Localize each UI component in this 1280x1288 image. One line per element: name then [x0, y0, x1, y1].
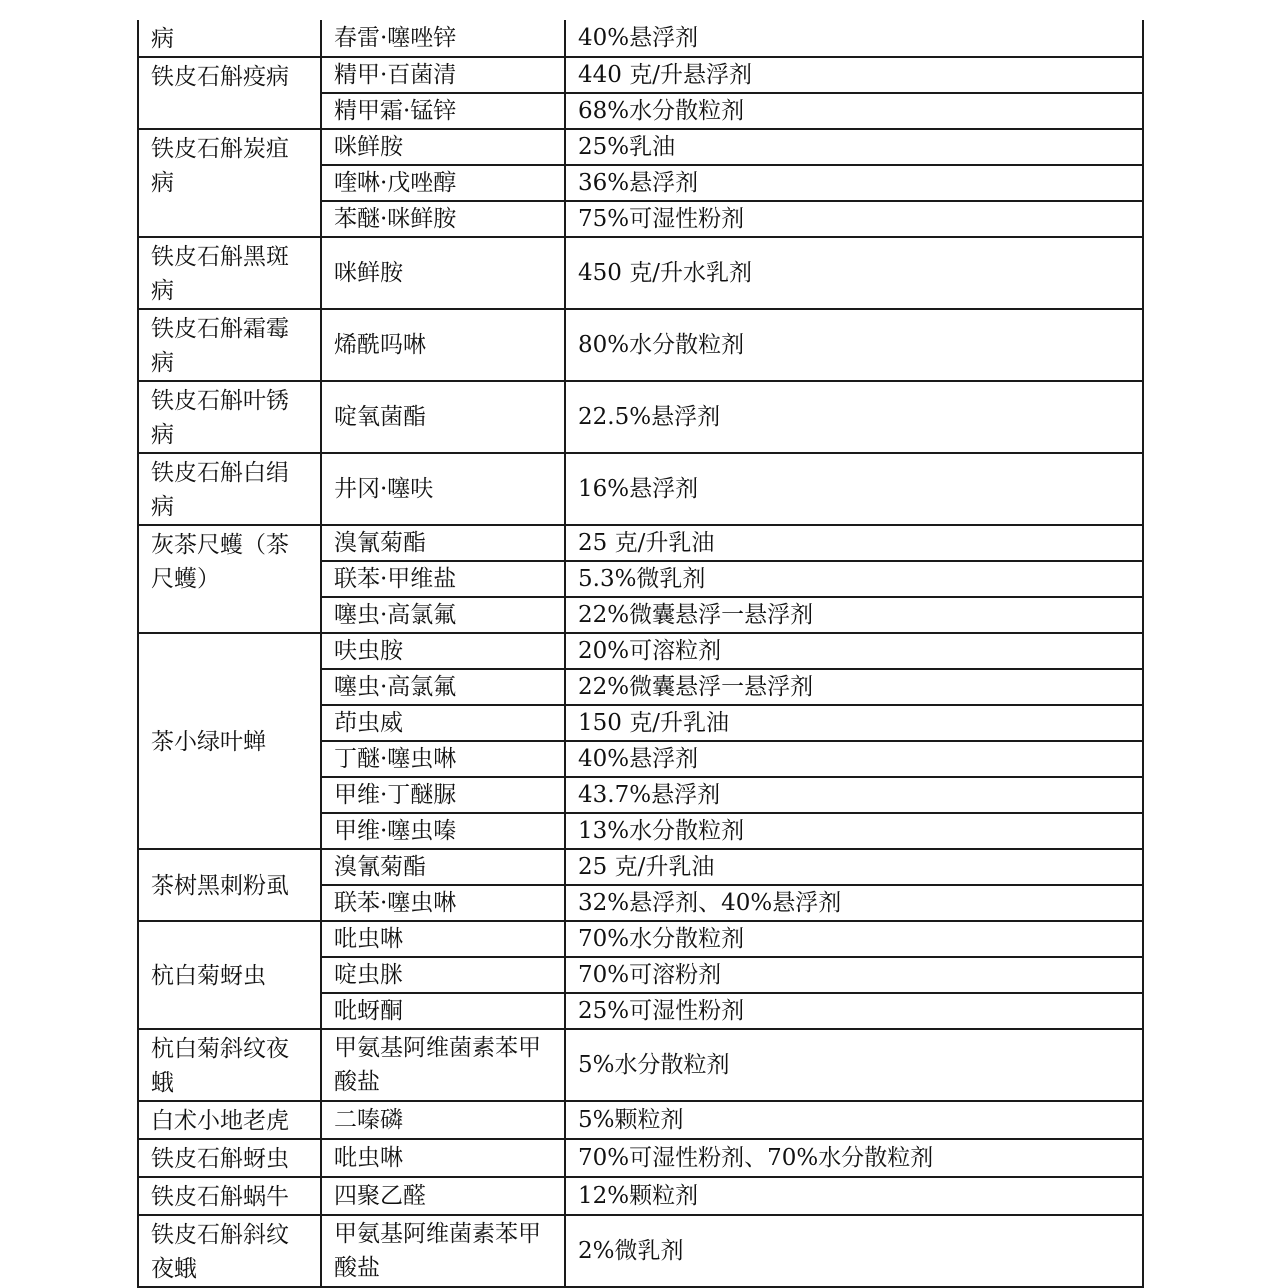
- pesticide-cell: 联苯·甲维盐: [321, 561, 565, 597]
- target-cell: 病: [138, 20, 321, 57]
- formulation-cell: 22%微囊悬浮一悬浮剂: [565, 597, 1143, 633]
- formulation-cell: 5.3%微乳剂: [565, 561, 1143, 597]
- target-cell: 铁皮石斛叶锈病: [138, 381, 321, 453]
- pesticide-cell: 吡蚜酮: [321, 993, 565, 1029]
- pesticide-table: [137, 20, 1144, 1288]
- pesticide-cell: 二嗪磷: [321, 1101, 565, 1139]
- target-cell: 白术小地老虎: [138, 1101, 321, 1139]
- table-row: [138, 453, 1143, 525]
- table-row: [138, 921, 1143, 957]
- pesticide-cell: 甲维·丁醚脲: [321, 777, 565, 813]
- table-row: [138, 1177, 1143, 1215]
- pesticide-cell: 春雷·噻唑锌: [321, 20, 565, 57]
- formulation-cell: 450 克/升水乳剂: [565, 237, 1143, 309]
- formulation-cell: 5%水分散粒剂: [565, 1029, 1143, 1101]
- formulation-cell: 2%微乳剂: [565, 1215, 1143, 1287]
- pesticide-cell: 喹啉·戊唑醇: [321, 165, 565, 201]
- pesticide-cell: 井冈·噻呋: [321, 453, 565, 525]
- formulation-cell: 440 克/升悬浮剂: [565, 57, 1143, 93]
- target-cell: 铁皮石斛疫病: [138, 57, 321, 129]
- formulation-cell: 68%水分散粒剂: [565, 93, 1143, 129]
- pesticide-cell: 吡虫啉: [321, 921, 565, 957]
- target-cell: 铁皮石斛斜纹夜蛾: [138, 1215, 321, 1287]
- formulation-cell: 22.5%悬浮剂: [565, 381, 1143, 453]
- pesticide-cell: 四聚乙醛: [321, 1177, 565, 1215]
- table-row: [138, 309, 1143, 381]
- pesticide-cell: 啶氧菌酯: [321, 381, 565, 453]
- table-row: [138, 381, 1143, 453]
- table-row: [138, 20, 1143, 57]
- pesticide-cell: 联苯·噻虫啉: [321, 885, 565, 921]
- pesticide-cell: 丁醚·噻虫啉: [321, 741, 565, 777]
- pesticide-cell: 精甲·百菌清: [321, 57, 565, 93]
- pesticide-cell: 苯醚·咪鲜胺: [321, 201, 565, 237]
- target-cell: 茶小绿叶蝉: [138, 633, 321, 849]
- pesticide-cell: 茚虫威: [321, 705, 565, 741]
- table-row: [138, 1029, 1143, 1101]
- formulation-cell: 80%水分散粒剂: [565, 309, 1143, 381]
- target-cell: 铁皮石斛霜霉病: [138, 309, 321, 381]
- formulation-cell: 70%水分散粒剂: [565, 921, 1143, 957]
- target-cell: 铁皮石斛白绢病: [138, 453, 321, 525]
- pesticide-cell: 咪鲜胺: [321, 237, 565, 309]
- formulation-cell: 75%可湿性粉剂: [565, 201, 1143, 237]
- table-row: [138, 849, 1143, 885]
- table-row: [138, 525, 1143, 561]
- formulation-cell: 150 克/升乳油: [565, 705, 1143, 741]
- pesticide-cell: 溴氰菊酯: [321, 849, 565, 885]
- pesticide-cell: 吡虫啉: [321, 1139, 565, 1177]
- target-cell: 铁皮石斛黑斑病: [138, 237, 321, 309]
- target-cell: 铁皮石斛蜗牛: [138, 1177, 321, 1215]
- target-cell: 铁皮石斛炭疽病: [138, 129, 321, 237]
- pesticide-cell: 溴氰菊酯: [321, 525, 565, 561]
- formulation-cell: 40%悬浮剂: [565, 20, 1143, 57]
- pesticide-cell: 烯酰吗啉: [321, 309, 565, 381]
- formulation-cell: 25%乳油: [565, 129, 1143, 165]
- formulation-cell: 25%可湿性粉剂: [565, 993, 1143, 1029]
- formulation-cell: 5%颗粒剂: [565, 1101, 1143, 1139]
- formulation-cell: 20%可溶粒剂: [565, 633, 1143, 669]
- table-row: [138, 633, 1143, 669]
- table-row: [138, 237, 1143, 309]
- formulation-cell: 36%悬浮剂: [565, 165, 1143, 201]
- formulation-cell: 70%可湿性粉剂、70%水分散粒剂: [565, 1139, 1143, 1177]
- formulation-cell: 12%颗粒剂: [565, 1177, 1143, 1215]
- formulation-cell: 16%悬浮剂: [565, 453, 1143, 525]
- pesticide-cell: 噻虫·高氯氟: [321, 597, 565, 633]
- pesticide-cell: 咪鲜胺: [321, 129, 565, 165]
- formulation-cell: 40%悬浮剂: [565, 741, 1143, 777]
- target-cell: 铁皮石斛蚜虫: [138, 1139, 321, 1177]
- pesticide-cell: 甲氨基阿维菌素苯甲酸盐: [321, 1029, 565, 1101]
- target-cell: 杭白菊蚜虫: [138, 921, 321, 1029]
- pesticide-cell: 甲维·噻虫嗪: [321, 813, 565, 849]
- formulation-cell: 32%悬浮剂、40%悬浮剂: [565, 885, 1143, 921]
- table-row: [138, 1139, 1143, 1177]
- formulation-cell: 25 克/升乳油: [565, 849, 1143, 885]
- target-cell: 茶树黑刺粉虱: [138, 849, 321, 921]
- pesticide-cell: 噻虫·高氯氟: [321, 669, 565, 705]
- formulation-cell: 25 克/升乳油: [565, 525, 1143, 561]
- table-row: [138, 129, 1143, 165]
- formulation-cell: 22%微囊悬浮一悬浮剂: [565, 669, 1143, 705]
- formulation-cell: 43.7%悬浮剂: [565, 777, 1143, 813]
- table-row: [138, 1101, 1143, 1139]
- table-row: [138, 57, 1143, 93]
- target-cell: 灰茶尺蠖（茶尺蠖）: [138, 525, 321, 633]
- table-row: [138, 1215, 1143, 1287]
- formulation-cell: 70%可溶粉剂: [565, 957, 1143, 993]
- formulation-cell: 13%水分散粒剂: [565, 813, 1143, 849]
- pesticide-cell: 甲氨基阿维菌素苯甲酸盐: [321, 1215, 565, 1287]
- pesticide-cell: 呋虫胺: [321, 633, 565, 669]
- target-cell: 杭白菊斜纹夜蛾: [138, 1029, 321, 1101]
- pesticide-cell: 精甲霜·锰锌: [321, 93, 565, 129]
- pesticide-cell: 啶虫脒: [321, 957, 565, 993]
